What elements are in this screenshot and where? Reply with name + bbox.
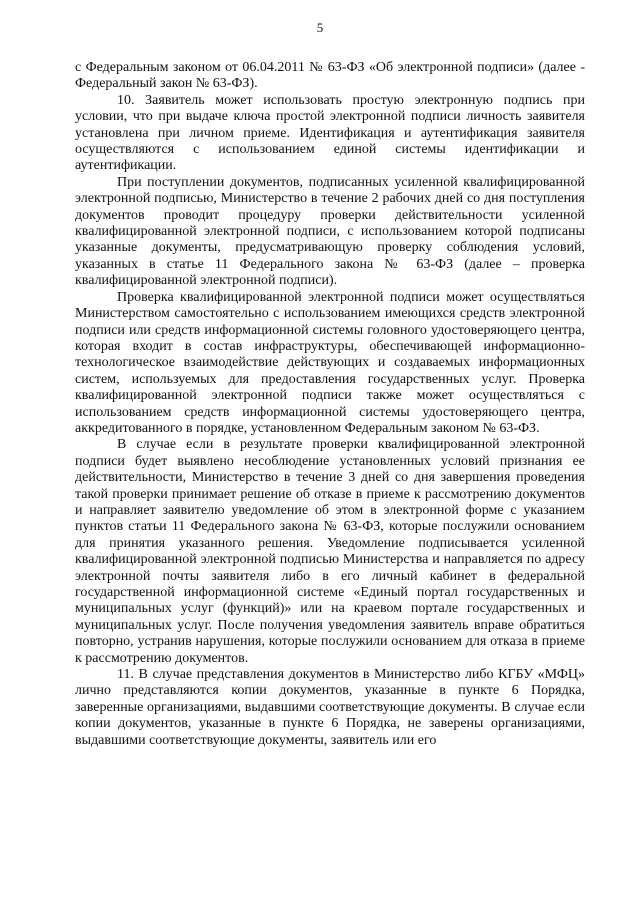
- document-body: [75, 60, 585, 749]
- paragraph-refusal-notice: В случае если в результате проверки квалифицированной электронной подписи будет выявлено несоблюдение установленных условий признания ее действительности, Министерство в течение 3 дней со дня завершения проведения такой проверки принимает решение об отказе в приеме к рассмотрению документов и направляет заявителю уведомление об этом в электронной форме с указанием пунктов статьи 11 Федерального закона № 63-ФЗ, которые послужили основанием для принятия указанного решения. Уведомление подписывается усиленной квалифицированной электронной подписью Министерства и направляется по адресу электронной почты заявителя либо в его личный кабинет в федеральной государственной информационной системе «Единый портал государственных и муниципальных услуг (функций)» или на краевом портале государственных и муниципальных услуг. После получения уведомления заявитель вправе обратиться повторно, устранив нарушения, которые послужили основанием для отказа в приеме к рассмотрению документов.: [75, 437, 585, 666]
- paragraph-item-11: 11. В случае представления документов в Министерство либо КГБУ «МФЦ» лично представляются копии документов, указанные в пункте 6 Порядка, заверенные организациями, выдавшими соответствующие документы. В случае если копии документов, указанные в пункте 6 Порядка, не заверены организациями, выдавшими соответствующие документы, заявитель или его: [75, 667, 585, 748]
- paragraph-item-10: 10. Заявитель может использовать простую электронную подпись при условии, что при выдаче ключа простой электронной подписи личность заявителя установлена при личном приеме. Идентификация и аутентификация заявителя осуществляются с использованием единой системы идентификации и аутентификации.: [75, 92, 585, 174]
- page-number: 5: [316, 20, 324, 35]
- paragraph-continuation: с Федеральным законом от 06.04.2011 № 63-ФЗ «Об электронной подписи» (далее - Федеральный закон № 63-ФЗ).: [75, 60, 585, 92]
- paragraph-signature-verification: Проверка квалифицированной электронной подписи может осуществляться Министерством самостоятельно с использованием имеющихся средств электронной подписи или средств информационной системы головного удостоверяющего центра, которая входит в состав инфраструктуры, обеспечивающей информационно-технологическое взаимодействие действующих и создаваемых информационных систем, используемых для предоставления государственных услуг. Проверка квалифицированной электронной подписи также может осуществляться с использованием средств информационной системы удостоверяющего центра, аккредитованного в порядке, установленном Федеральным законом № 63-ФЗ.: [75, 289, 585, 436]
- paragraph-signature-check: При поступлении документов, подписанных усиленной квалифицированной электронной подписью, Министерство в течение 2 рабочих дней со дня поступления документов проводит процедуру проверки действительности усиленной квалифицированной электронной подписи, с использованием которой подписаны указанные документы, предусматривающую проверку соблюдения условий, указанных в статье 11 Федерального закона № 63-ФЗ (далее – проверка квалифицированной электронной подписи).: [75, 174, 585, 289]
